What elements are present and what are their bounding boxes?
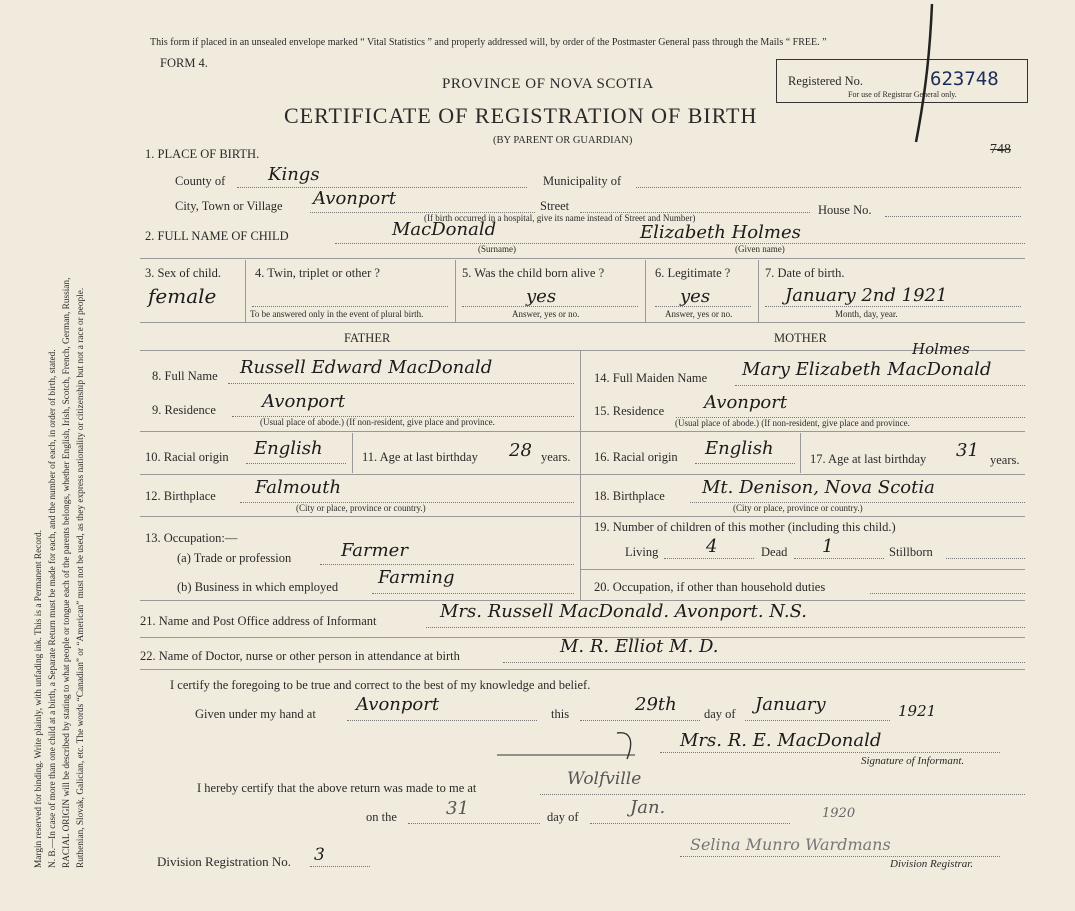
signature-caption: Signature of Informant. [861, 755, 965, 767]
father-years: years. [541, 450, 571, 464]
registrar-caption: Division Registrar. [890, 858, 974, 870]
sex-label: 3. Sex of child. [145, 266, 222, 280]
child-name-label: 2. FULL NAME OF CHILD [145, 229, 289, 243]
registrar-use-note: For use of Registrar General only. [848, 90, 957, 99]
informant-label: 21. Name and Post Office address of Informant [140, 614, 377, 628]
trade-value: Farmer [341, 540, 408, 561]
mother-race-label: 16. Racial origin [594, 450, 678, 464]
father-age-label: 11. Age at last birthday [362, 450, 478, 464]
margin-line: Margin reserved for binding. Write plainly, with unfading ink. This is a Permanent Record. [34, 529, 44, 868]
mother-bp-note: (City or place, province or country.) [733, 503, 863, 513]
province-heading: PROVINCE OF NOVA SCOTIA [442, 76, 654, 92]
mother-res-note: (Usual place of abode.) (If non-resident, give place and province. [675, 418, 910, 428]
mother-res-value: Avonport [704, 392, 788, 413]
father-age-value: 28 [509, 440, 532, 461]
mother-race-value: English [705, 438, 774, 459]
father-race-value: English [254, 438, 323, 459]
mother-years: years. [990, 453, 1020, 467]
business-label: (b) Business in which employed [177, 580, 339, 594]
on-label: on the [366, 810, 397, 824]
mother-bp-label: 18. Birthplace [594, 489, 665, 503]
alive-value: yes [526, 286, 557, 307]
on-day: 31 [446, 798, 469, 819]
dob-note: Month, day, year. [835, 309, 898, 319]
cert-statement: I certify the foregoing to be true and correct to the best of my knowledge and belief. [170, 678, 591, 692]
page-subtitle: (BY PARENT OR GUARDIAN) [493, 135, 633, 146]
children-label: 19. Number of children of this mother (including this child.) [594, 520, 896, 534]
registrar-signature: Selina Munro Wardmans [690, 835, 891, 854]
trade-label: (a) Trade or profession [177, 551, 292, 565]
father-race-label: 10. Racial origin [145, 450, 229, 464]
corner-number: 748 [990, 142, 1011, 157]
on-year: 1920 [822, 806, 856, 821]
father-bp-note: (City or place, province or country.) [296, 503, 426, 513]
dob-value: January 2nd 1921 [785, 285, 948, 306]
father-res-note: (Usual place of abode.) (If non-resident, give place and province. [260, 417, 495, 427]
mother-occ-label: 20. Occupation, if other than household duties [594, 580, 826, 594]
mother-age-label: 17. Age at last birthday [810, 452, 927, 466]
child-given-name: Elizabeth Holmes [640, 222, 801, 243]
twin-note: To be answered only in the event of plural birth. [250, 309, 424, 319]
dob-label: 7. Date of birth. [765, 266, 845, 280]
informant-value: Mrs. Russell MacDonald. Avonport. N.S. [440, 601, 808, 622]
place-label: 1. PLACE OF BIRTH. [145, 147, 260, 161]
sex-value: female [148, 284, 217, 308]
house-label: House No. [818, 203, 872, 217]
form-number: FORM 4. [160, 56, 208, 70]
given-caption: (Given name) [735, 244, 785, 254]
mother-bp-value: Mt. Denison, Nova Scotia [702, 477, 935, 498]
on-month: Jan. [630, 797, 666, 818]
living-label: Living [625, 545, 659, 559]
division-label: Division Registration No. [157, 854, 291, 869]
legit-value: yes [680, 286, 711, 307]
street-label: Street [540, 199, 570, 213]
surname-caption: (Surname) [478, 244, 516, 254]
mother-name-insert: Holmes [912, 340, 970, 358]
mother-age-value: 31 [956, 440, 979, 461]
legit-note: Answer, yes or no. [665, 309, 733, 319]
doctor-value: M. R. Elliot M. D. [560, 636, 719, 657]
pen-stroke [892, 0, 952, 150]
mother-name-value: Mary Elizabeth MacDonald [742, 359, 992, 380]
father-heading: FATHER [344, 331, 391, 345]
alive-label: 5. Was the child born alive ? [462, 266, 605, 280]
living-value: 4 [706, 536, 718, 557]
cert-year: 1921 [898, 702, 937, 720]
alive-note: Answer, yes or no. [512, 309, 580, 319]
dead-label: Dead [761, 545, 788, 559]
margin-line: RACIAL ORIGIN will be described by stating to what people or tongue each of the parents belongs, whether English, Irish, Scotch, French, German, Russian, [62, 277, 72, 868]
father-name-value: Russell Edward MacDonald [240, 357, 493, 378]
father-name-label: 8. Full Name [152, 369, 218, 383]
dayof-label: day of [704, 707, 736, 721]
legit-label: 6. Legitimate ? [655, 266, 731, 280]
margin-notes [32, 68, 88, 868]
father-occ-label: 13. Occupation:— [145, 531, 238, 545]
child-surname: MacDonald [392, 219, 497, 240]
cert-month: January [755, 694, 826, 715]
father-bp-label: 12. Birthplace [145, 489, 216, 503]
informant-signature: Mrs. R. E. MacDonald [680, 730, 882, 751]
registered-label: Registered No. [788, 74, 863, 88]
father-bp-value: Falmouth [255, 477, 342, 498]
return-label: I hereby certify that the above return was made to me at [197, 781, 477, 795]
division-value: 3 [314, 845, 325, 865]
registered-number: 623748 [930, 68, 999, 90]
margin-line: Ruthenian, Slovak, Galician, etc. The words “Canadian” or “American” must not be used, as they express nationality or citizenship but not a race or people. [76, 287, 86, 868]
twin-label: 4. Twin, triplet or other ? [255, 266, 380, 280]
return-place: Wolfville [567, 769, 642, 789]
municipality-label: Municipality of [543, 174, 622, 188]
mother-res-label: 15. Residence [594, 404, 665, 418]
mother-heading: MOTHER [774, 331, 827, 345]
cert-day: 29th [635, 694, 677, 715]
page-title: CERTIFICATE OF REGISTRATION OF BIRTH [284, 103, 758, 128]
given-place: Avonport [356, 694, 440, 715]
mother-name-label: 14. Full Maiden Name [594, 371, 708, 385]
county-label: County of [175, 174, 226, 188]
mail-notice: This form if placed in an unsealed envelope marked “ Vital Statistics ” and properly addressed will, by order of the Postmaster General pass through the Mails “ FREE. ” [150, 37, 827, 48]
hospital-note: (If birth occurred in a hospital, give its name instead of Street and Number) [424, 213, 696, 223]
this-label: this [551, 707, 570, 721]
father-res-value: Avonport [262, 391, 346, 412]
county-value: Kings [268, 164, 320, 185]
dead-value: 1 [822, 536, 834, 557]
stillborn-label: Stillborn [889, 545, 933, 559]
city-label: City, Town or Village [175, 199, 283, 213]
signature-mark [495, 725, 655, 765]
doctor-label: 22. Name of Doctor, nurse or other person in attendance at birth [140, 649, 460, 663]
dayof2-label: day of [547, 810, 579, 824]
father-res-label: 9. Residence [152, 403, 216, 417]
business-value: Farming [378, 567, 455, 588]
given-label: Given under my hand at [195, 707, 316, 721]
city-value: Avonport [313, 188, 397, 209]
margin-line: N. B.—In case of more than one child at a birth, a Separate Return must be made for each, and the number of each, in order of birth, stated. [48, 349, 58, 868]
